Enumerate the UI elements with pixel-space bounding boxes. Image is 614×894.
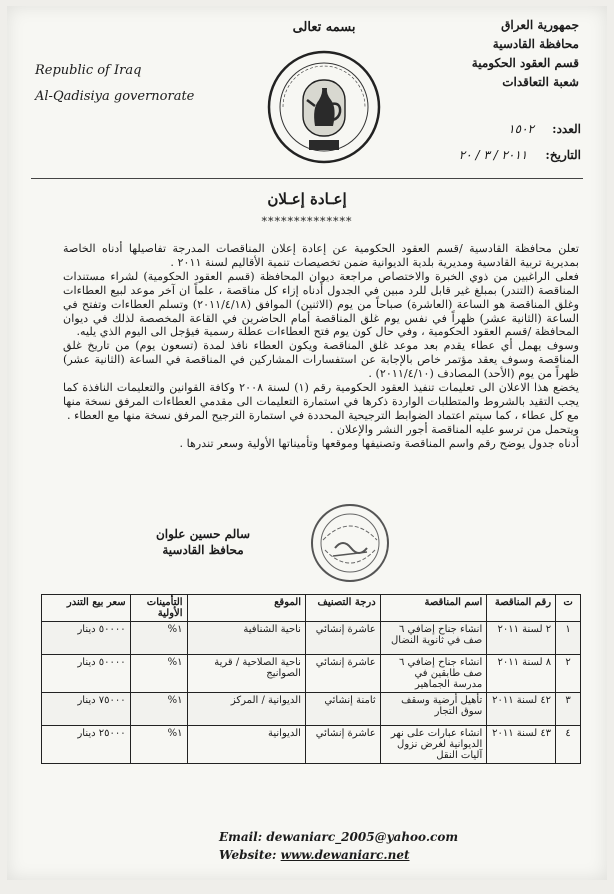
website-label: Website: bbox=[219, 848, 277, 862]
english-header-line: Al-Qadisiya governorate bbox=[35, 89, 195, 104]
arabic-header bbox=[409, 16, 579, 92]
table-cell: انشاء جناح إضافي ٦ صف طابقين في مدرسة الجماهير bbox=[380, 655, 487, 693]
announcement-body bbox=[63, 242, 579, 451]
english-header-line: Republic of Iraq bbox=[35, 63, 142, 78]
table-cell: انشاء جناح إضافي ٦ صف في ثانوية النضال bbox=[380, 622, 487, 655]
body-paragraph: وسوف يهمل أي عطاء يقدم بعد موعد غلق المناقصة ويكون العطاء نافذ لمدة (تسعون يوم) من تاريخ غلق المناقصة وسوف يعقد مؤتمر خاص بالإجابة عن استفسارات المشاركين في المناقصة في الساعة (الثانية عشر) ظهراً من يوم (الأحد) المصادف (٢٠١١/٤/١٠) . bbox=[63, 339, 579, 381]
table-cell: ثامنة إنشائي bbox=[305, 693, 380, 726]
table-cell: ١% bbox=[130, 622, 187, 655]
official-stamp bbox=[309, 502, 391, 584]
governorate-emblem bbox=[265, 48, 383, 166]
reference-date bbox=[459, 148, 581, 162]
table-cell: ٣ bbox=[556, 693, 581, 726]
header-divider bbox=[31, 178, 583, 179]
table-cell: عاشرة إنشائي bbox=[305, 622, 380, 655]
table-cell: ٥٠٠٠٠ دينار bbox=[42, 655, 131, 693]
table-header-row bbox=[42, 595, 581, 622]
table-cell: عاشرة إنشائي bbox=[305, 655, 380, 693]
column-header: اسم المناقصة bbox=[380, 595, 487, 622]
date-label: التاريخ: bbox=[545, 148, 581, 162]
arabic-header-line: قسم العقود الحكومية bbox=[471, 56, 579, 70]
table-cell: ناحية الصلاحية / قرية الصوانيج bbox=[187, 655, 305, 693]
table-cell: ٧٥٠٠٠ دينار bbox=[42, 693, 131, 726]
signatory-name: سالم حسين علوان bbox=[155, 527, 251, 541]
column-header: الموقع bbox=[187, 595, 305, 622]
table-cell: ٢٥٠٠٠ دينار bbox=[42, 726, 131, 764]
table-cell: ٤ bbox=[556, 726, 581, 764]
signature-block bbox=[155, 526, 251, 558]
table-cell: الديوانية / المركز bbox=[187, 693, 305, 726]
table-cell: ٤٣ لسنة ٢٠١١ bbox=[487, 726, 556, 764]
reference-number bbox=[508, 122, 581, 136]
table-cell: ١ bbox=[556, 622, 581, 655]
email-address: dewaniarc_2005@yahoo.com bbox=[266, 830, 459, 844]
table-cell: ١% bbox=[130, 655, 187, 693]
table-row bbox=[42, 655, 581, 693]
website-link[interactable]: www.dewaniarc.net bbox=[280, 848, 410, 862]
table-cell: ١% bbox=[130, 726, 187, 764]
column-header: ت bbox=[556, 595, 581, 622]
column-header: سعر بيع التندر bbox=[42, 595, 131, 622]
table-cell: ٤٢ لسنة ٢٠١١ bbox=[487, 693, 556, 726]
body-paragraph: أدناه جدول يوضح رقم واسم المناقصة وتصنيفها وموقعها وتأميناتها الأولية وسعر تندرها . bbox=[179, 436, 579, 450]
arabic-header-line: جمهورية العراق bbox=[501, 18, 579, 32]
table-cell: ١% bbox=[130, 693, 187, 726]
body-paragraph: يخضع هذا الاعلان الى تعليمات تنفيذ العقود الحكومية رقم (١) لسنة ٢٠٠٨ وكافة القوانين والتعليمات النافذة كما يجب التقيد بالشروط والمتطلبات الواردة ذكرها في استمارة التعليمات الى مقدمي العطاءات المرفق نسخة منها مع كل عطاء ، كما سيتم اعتماد الضوابط الترجيحية المحددة في استمارة الترجيح المرفق نسخة منها مع العطاء . bbox=[63, 381, 579, 422]
website-line bbox=[219, 846, 458, 864]
table-cell: ٢ bbox=[556, 655, 581, 693]
table-cell: تأهيل أرضية وسقف سوق التجار bbox=[380, 693, 487, 726]
english-header bbox=[35, 58, 194, 110]
column-header: درجة التصنيف bbox=[305, 595, 380, 622]
table-cell: ٢ لسنة ٢٠١١ bbox=[487, 622, 556, 655]
table-row bbox=[42, 693, 581, 726]
table-cell: انشاء عبارات على نهر الديوانية لغرض نزول آليات النقل bbox=[380, 726, 487, 764]
title-stars: ************** bbox=[261, 215, 353, 228]
column-header: التأمينات الأولية bbox=[130, 595, 187, 622]
table-cell: الديوانية bbox=[187, 726, 305, 764]
announcement-title: إعـادة إعـلان bbox=[267, 190, 347, 208]
body-paragraph: تعلن محافظة القادسية /قسم العقود الحكومية عن إعادة إعلان المناقصات المدرجة تفاصيلها أدناه الخاصة بمديرية تربية القادسية ومديرية بلدية الديوانية ضمن تخصيصات تنمية الأقاليم لسنة ٢٠١١ . bbox=[63, 242, 579, 269]
table-cell: ناحية الشنافية bbox=[187, 622, 305, 655]
table-cell: ٥٠٠٠٠ دينار bbox=[42, 622, 131, 655]
number-label: العدد: bbox=[552, 122, 581, 136]
table-row bbox=[42, 622, 581, 655]
date-value: ٢٠١١ / ٣ / ٢٠ bbox=[458, 148, 528, 162]
table-row bbox=[42, 726, 581, 764]
basmala: بسمه تعالى bbox=[292, 20, 356, 35]
table-cell: ٨ لسنة ٢٠١١ bbox=[487, 655, 556, 693]
email-line bbox=[219, 828, 458, 846]
arabic-header-line: شعبة التعاقدات bbox=[502, 75, 579, 89]
document-page bbox=[7, 6, 607, 880]
tenders-table bbox=[41, 594, 581, 764]
signatory-title: محافظ القادسية bbox=[162, 543, 244, 557]
body-paragraph: فعلى الراغبين من ذوي الخبرة والاختصاص مراجعة ديوان المحافظة (قسم العقود الحكومية) لشراء مستندات المناقصة (التندر) بمبلغ غير قابل للرد مبين في الجدول أدناه إزاء كل مناقصة ، علماً ان آخر موعد لبيع العطاءات وغلق المناقصة هو الساعة (العاشرة) صباحاً من يوم (الاثنين) الموافق (٢٠١١/٤/١٨) وتسلم العطاءات وتفتح في الساعة (الثانية عشر) ظهراً في نفس يوم غلق المناقصة أمام الحاضرين في القاعة المخصصة لذلك في ديوان المحافظة /قسم العقود الحكومية ، وفي حال كون يوم فتح العطاءات عطلة رسمية فيؤجل الى اليوم الذي يليه. bbox=[63, 269, 579, 339]
number-value: ١٥٠٢ bbox=[508, 122, 534, 136]
arabic-header-line: محافظة القادسية bbox=[492, 37, 579, 51]
contact-footer bbox=[219, 828, 458, 864]
column-header: رقم المناقصة bbox=[487, 595, 556, 622]
body-paragraph: ويتحمل من ترسو عليه المناقصة أجور النشر والإعلان . bbox=[329, 422, 579, 436]
table-cell: عاشرة إنشائي bbox=[305, 726, 380, 764]
email-label: Email: bbox=[219, 830, 263, 844]
